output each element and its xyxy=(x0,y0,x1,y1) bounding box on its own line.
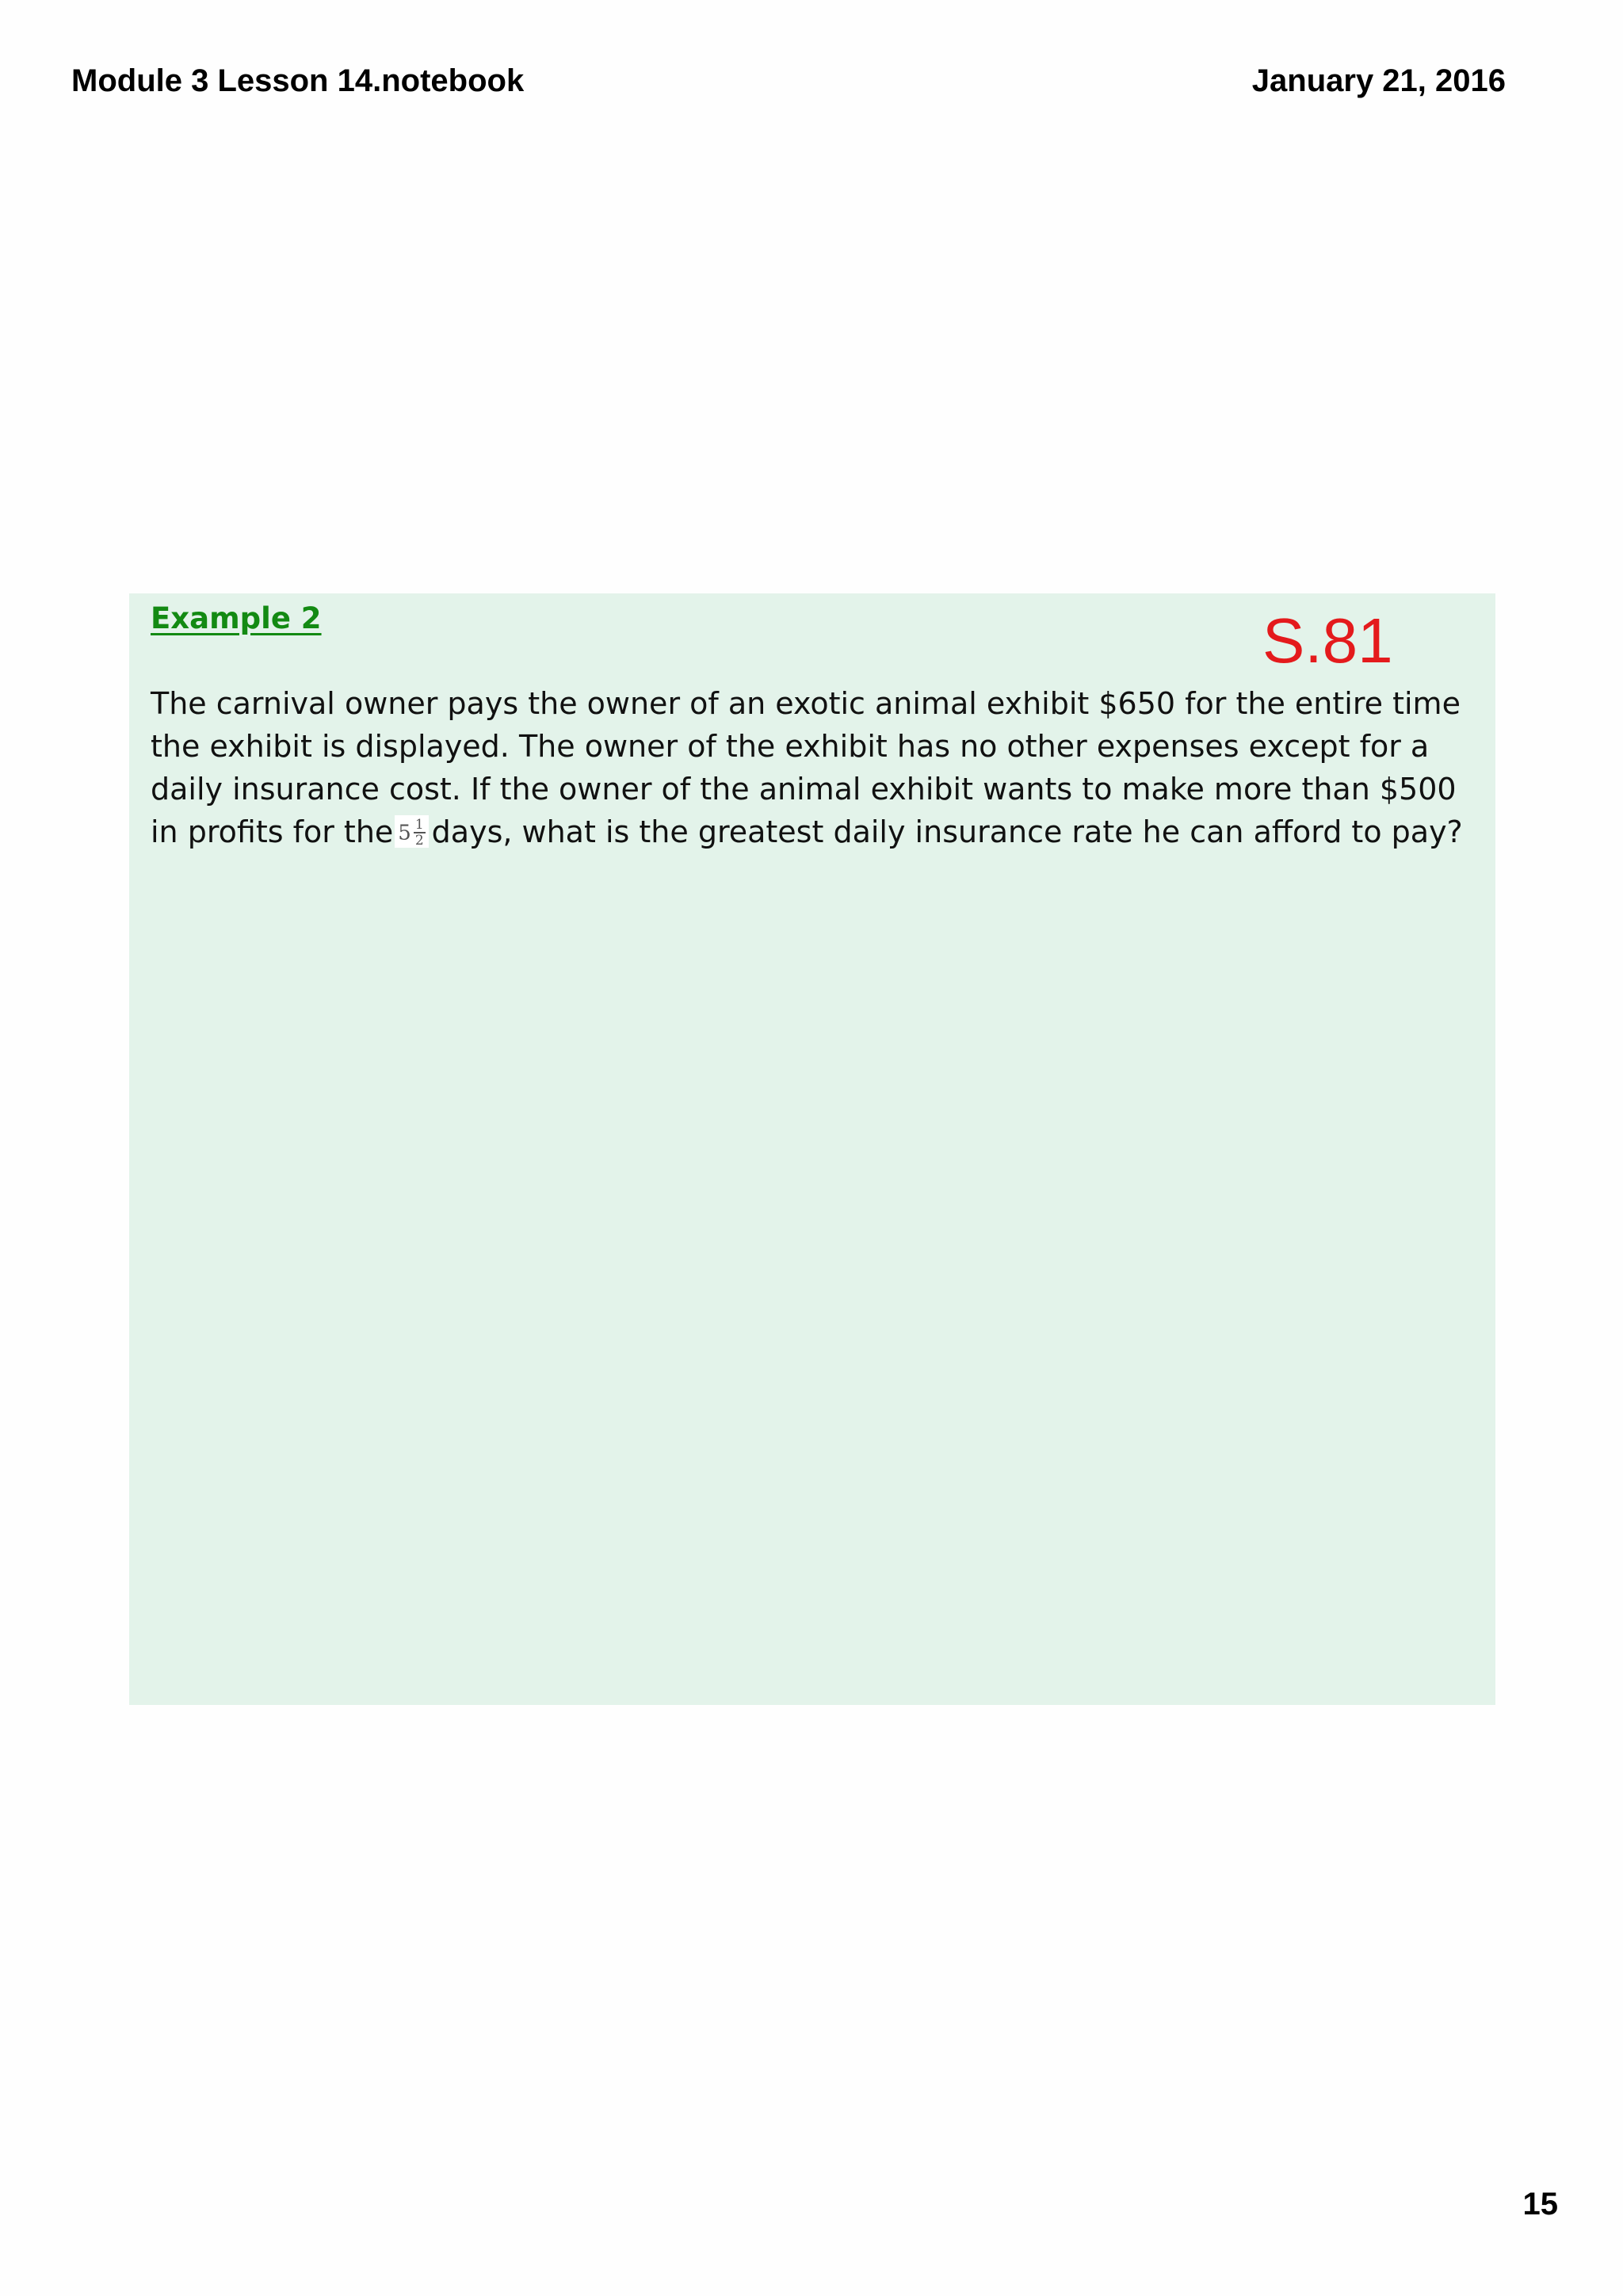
fraction-denominator: 2 xyxy=(414,833,424,849)
problem-text-part-2: days, what is the greatest daily insurance rate he can afford to pay? xyxy=(431,814,1463,849)
page-number: 15 xyxy=(1522,2187,1558,2222)
mixed-number-whole: 5 xyxy=(398,821,411,845)
mixed-number-fraction xyxy=(414,818,426,848)
notebook-date: January 21, 2016 xyxy=(1251,63,1506,98)
example-panel xyxy=(129,593,1495,1705)
problem-text xyxy=(151,682,1482,853)
page-reference: S.81 xyxy=(1262,605,1393,676)
example-title: Example 2 xyxy=(151,601,322,635)
notebook-filename: Module 3 Lesson 14.notebook xyxy=(71,63,525,98)
problem-text-part-1: The carnival owner pays the owner of an exotic animal exhibit $650 for the entire time the exhibit is displayed. The owner of the exhibit has no other expenses except for a daily insurance cost. If the owner of the animal exhibit wants to make more than $500 in profits for the xyxy=(151,686,1461,849)
fraction-numerator: 1 xyxy=(414,817,424,833)
mixed-number xyxy=(395,815,428,849)
